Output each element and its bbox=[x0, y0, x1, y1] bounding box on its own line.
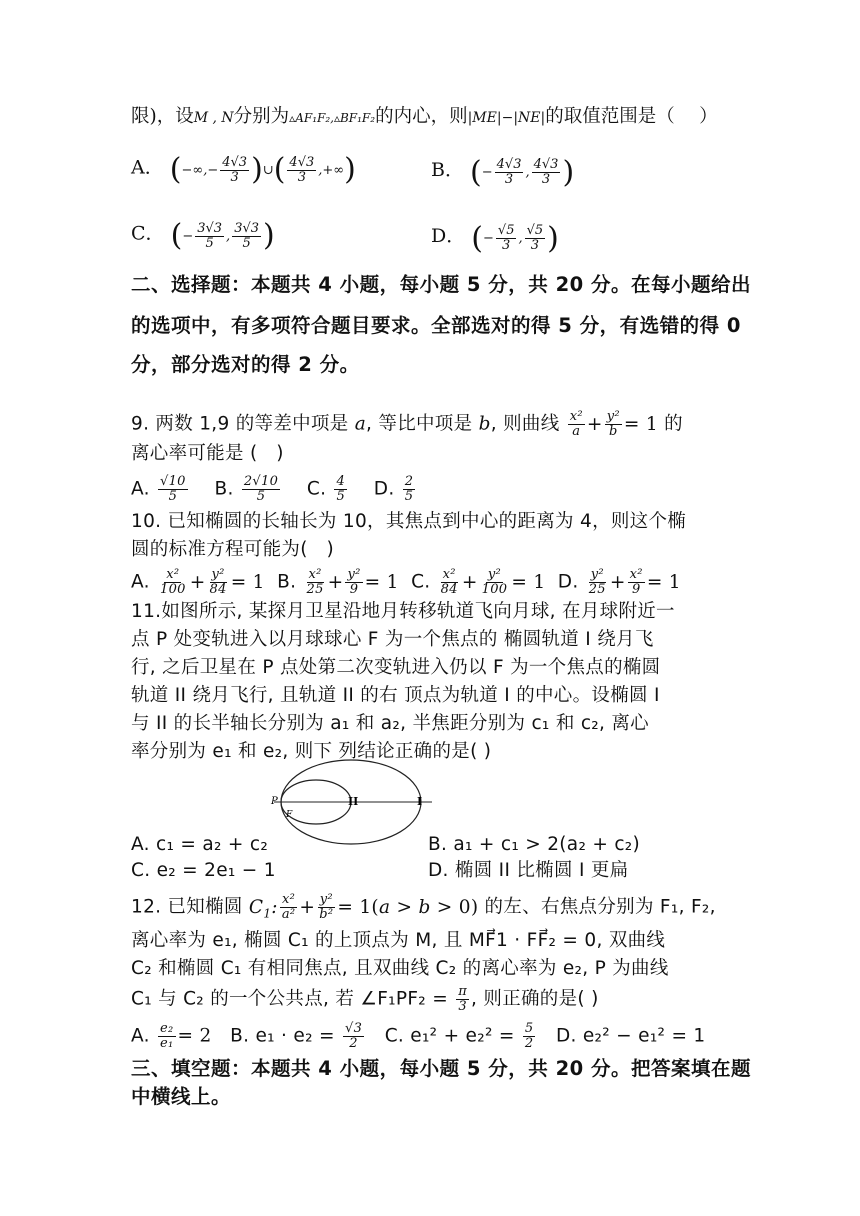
q11-label-i: I bbox=[417, 795, 423, 808]
q8-option-d: D． (− $\frac{√5}{3}$ , $\frac{√5}{3}$ ) bbox=[431, 220, 559, 256]
q10-line2: 圆的标准方程可能为( ) bbox=[131, 539, 335, 560]
q12-text-a: 12. 已知椭圆 bbox=[131, 896, 243, 918]
section2-line1: 二、选择题：本题共 4 小题，每小题 5 分，共 20 分。在每小题给出 bbox=[131, 273, 752, 296]
section3-line2: 中横线上。 bbox=[131, 1085, 232, 1108]
q8-option-c-label: C． bbox=[131, 222, 165, 245]
q12-option-b: B. e₁ · e₂ = bbox=[230, 1025, 335, 1047]
q12-option-d: D. e₂² − e₁² = 1 bbox=[555, 1025, 706, 1047]
q12-option-a-tail: = 2 bbox=[177, 1025, 212, 1047]
q9-line1 bbox=[131, 410, 683, 439]
q9-line2: 离心率可能是 ( ) bbox=[131, 443, 284, 464]
section2-line2: 的选项中，有多项符合题目要求。全部选对的得 5 分，有选错的得 0 bbox=[131, 314, 742, 337]
q11-label-f: F bbox=[286, 810, 293, 820]
q12-option-c: C. e₁² + e₂² = bbox=[384, 1025, 515, 1047]
q10-line1: 10. 已知椭圆的长轴长为 10，其焦点到中心的距离为 4，则这个椭 bbox=[131, 511, 687, 532]
q12-option-a-label: A. bbox=[131, 1025, 150, 1047]
q8-var-mn: M , N bbox=[193, 110, 234, 126]
q10-option-d-label: D. bbox=[557, 571, 579, 593]
q8-text-mid2: 的内心，则 bbox=[375, 106, 468, 127]
q11-line5: 与 II 的长半轴长分别为 a₁ 和 a₂, 半焦距分别为 c₁ 和 c₂, 离心 bbox=[131, 713, 649, 734]
q8-option-d-label: D． bbox=[431, 225, 466, 247]
q8-option-a-label: A． bbox=[131, 156, 164, 179]
q8-text-suffix: 的取值范围是（ ） bbox=[545, 106, 718, 127]
q8-text-prefix: 限)，设 bbox=[131, 106, 194, 127]
q10-option-b-label: B. bbox=[277, 571, 297, 593]
q9-option-b-label: B. bbox=[214, 478, 234, 500]
q9-text-b: , 等比中项是 bbox=[366, 413, 473, 435]
q11-option-d: D. 椭圆 II 比椭圆 I 更扁 bbox=[428, 860, 629, 881]
q9-option-c-label: C. bbox=[306, 478, 327, 500]
q12-line1 bbox=[131, 893, 716, 925]
q12-line4: C₁ 与 C₂ 的一个公共点, 若 ∠F₁PF₂ = $\frac{\pi}{3}$ , 则正确的是( ) bbox=[131, 984, 599, 1014]
q11-option-a: A. c₁ = a₂ + c₂ bbox=[131, 834, 269, 855]
q8-option-b: B． (− $\frac{4√3}{3}$ , $\frac{4√3}{3}$ ) bbox=[431, 154, 575, 190]
q11-line3: 行, 之后卫星在 P 点处第二次变轨进入仍以 F 为一个焦点的椭圆 bbox=[131, 657, 661, 678]
section3-line1: 三、填空题：本题共 4 小题，每小题 5 分，共 20 分。把答案填在题 bbox=[131, 1057, 752, 1080]
q11-line4: 轨道 II 绕月飞行, 且轨道 II 的右 顶点为轨道 I 的中心。设椭圆 I bbox=[131, 685, 660, 706]
q9-text-a: 9. 两数 1,9 的等差中项是 bbox=[131, 413, 349, 435]
q12-ellipse-equation: $C_1$: $\frac{\text{x²}}{\text{a²}}$ + $\frac{\text{y²}}{\text{b²}}$ = 1(a > b > 0) bbox=[248, 892, 479, 922]
q10-option-a-label: A. bbox=[131, 571, 150, 593]
q11-option-c: C. e₂ = 2e₁ − 1 bbox=[131, 860, 276, 881]
q11-label-p: P bbox=[271, 796, 278, 807]
q11-line6: 率分别为 e₁ 和 e₂, 则下 列结论正确的是( ) bbox=[131, 741, 492, 762]
q11-line2: 点 P 处变轨进入以月球球心 F 为一个焦点的 椭圆轨道 I 绕月飞 bbox=[131, 629, 654, 650]
q8-option-c: C． (− $\frac{3√3}{5}$ , $\frac{3√3}{5}$ ) bbox=[131, 218, 275, 253]
q12-line2: 离心率为 e₁, 椭圆 C₁ 的上顶点为 M, 且 MF⃗1 · FF⃗₂ = 0, 双曲线 bbox=[131, 930, 666, 951]
q8-abs-expr: |ME|−|NE| bbox=[467, 110, 546, 126]
q12-line3: C₂ 和椭圆 C₁ 有相同焦点, 且双曲线 C₂ 的离心率为 e₂, P 为曲线 bbox=[131, 958, 669, 979]
q9-text-c: , 则曲线 bbox=[490, 413, 560, 435]
q12-options: A. $\frac{\text{e₂}}{\text{e₁}}$ = 2 B. e₁ · e₂ = $\frac{√3}{2}$ C. e₁² + e₂² = $\frac{5}{2}$ D. e₂² − e₁² = 1 bbox=[131, 1021, 706, 1051]
q8-text-mid1: 分别为 bbox=[233, 106, 290, 127]
q11-orbit-figure bbox=[262, 758, 442, 850]
q9-options: A. $\frac{√10}{5}$ B. $\frac{2√10}{5}$ C. $\frac{4}{5}$ D. $\frac{2}{5}$ bbox=[131, 474, 414, 504]
q12-text-b: 的左、右焦点分别为 F₁, F₂, bbox=[484, 896, 716, 918]
q9-var-b: b bbox=[478, 413, 491, 435]
q8-stem-tail bbox=[131, 105, 718, 130]
q11-line1: 11.如图所示, 某探月卫星沿地月转移轨道飞向月球, 在月球附近一 bbox=[131, 601, 675, 622]
section2-line3: 分，部分选对的得 2 分。 bbox=[131, 353, 360, 376]
q9-curve-equation: $\frac{\text{x²}}{a}$ + $\frac{\text{y²}}{b}$ = 1 bbox=[569, 409, 658, 439]
q11-label-ii: II bbox=[348, 795, 359, 808]
q9-option-d-label: D. bbox=[373, 478, 395, 500]
q8-option-b-label: B． bbox=[431, 159, 464, 181]
q12-text-4b: , 则正确的是( ) bbox=[471, 988, 599, 1010]
q9-option-a-label: A. bbox=[131, 478, 150, 500]
q9-text-d: 的 bbox=[664, 413, 683, 435]
q10-option-c-label: C. bbox=[411, 571, 431, 593]
q8-option-a: A． (−∞,− $\frac{4√3}{3}$ )∪( $\frac{4√3}{3}$ ,+∞) bbox=[131, 152, 356, 187]
q9-var-a: a bbox=[354, 413, 367, 435]
q8-triangles: ▵AF₁F₂,▵BF₁F₂ bbox=[289, 111, 376, 125]
q10-options: A. $\frac{\text{x²}}{100}$ + $\frac{\text{y²}}{84}$ = 1 B. $\frac{\text{x²}}{25}$ + $\frac{\text{y²}}{9}$ = 1 C. $\frac{\text{x²}}{84}$ + $\frac{\text{y²}}{100}$ = 1 D. $\frac{\text{y²}}{25}$ + $\frac{\text{x²}}{9}$ = 1 bbox=[131, 567, 681, 597]
q11-option-b: B. a₁ + c₁ > 2(a₂ + c₂) bbox=[428, 834, 641, 855]
q12-text-4a: C₁ 与 C₂ 的一个公共点, 若 ∠F₁PF₂ = bbox=[131, 988, 448, 1010]
